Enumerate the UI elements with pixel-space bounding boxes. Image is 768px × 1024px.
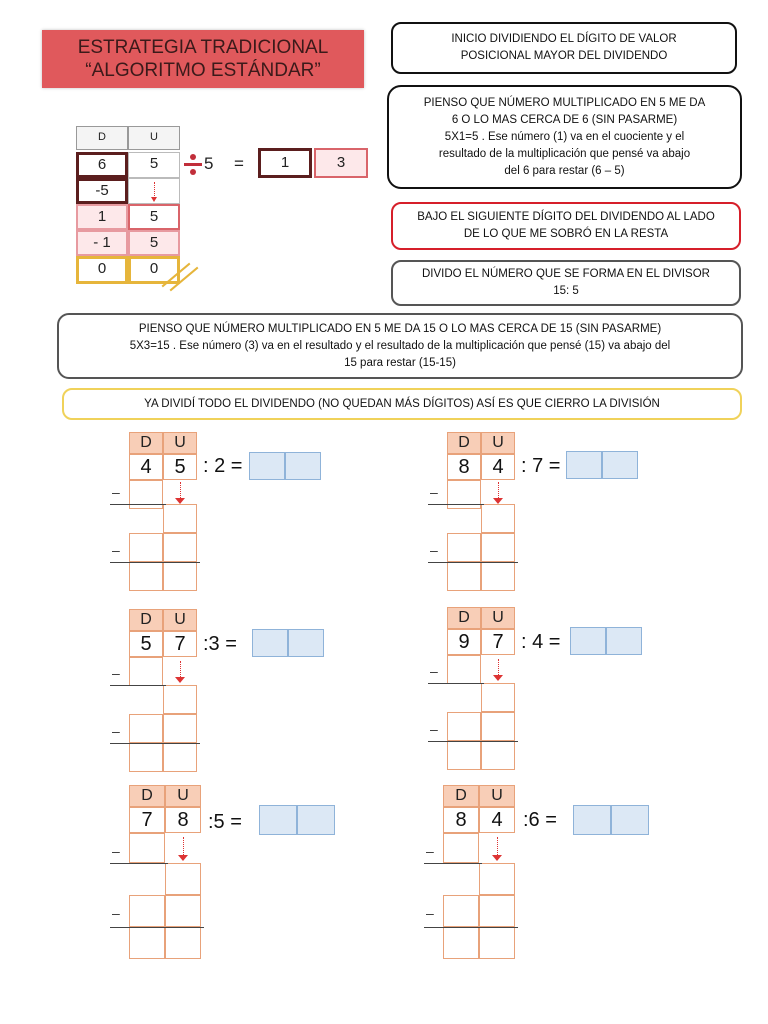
divisor-label: :5 =: [208, 811, 242, 833]
step-2-line: 6 O LO MAS CERCA DE 6 (SIN PASARME): [451, 113, 678, 126]
example-cell: 6: [76, 152, 128, 178]
page-title: [42, 30, 364, 88]
subtraction-line: [110, 743, 200, 744]
divisor-label: : 7 =: [521, 455, 561, 477]
step-5-line: PIENSO QUE NÚMERO MULTIPLICADO EN 5 ME DA 15 O LO MAS CERCA DE 15 (SIN PASARME): [138, 322, 662, 335]
answer-box[interactable]: [573, 805, 611, 835]
work-cell[interactable]: [165, 927, 201, 959]
subtraction-line: [110, 504, 166, 505]
answer-box[interactable]: [611, 805, 649, 835]
header-u: U: [481, 607, 515, 629]
work-cell[interactable]: [165, 895, 201, 927]
step-2-line: resultado de la multiplicación que pensé va abajo: [438, 147, 691, 160]
dividend-digit: 8: [447, 454, 481, 480]
work-cell[interactable]: [447, 712, 481, 741]
step-box-1: [391, 22, 737, 74]
subtraction-line: [428, 741, 518, 742]
header-d: D: [129, 432, 163, 454]
work-cell[interactable]: [443, 927, 479, 959]
minus-sign: –: [112, 723, 120, 739]
minus-sign: –: [426, 905, 434, 921]
example-header-u: U: [128, 126, 180, 150]
work-cell[interactable]: [163, 743, 197, 772]
minus-sign: –: [430, 542, 438, 558]
minus-sign: –: [112, 542, 120, 558]
exercise-2: [428, 432, 658, 602]
header-u: U: [479, 785, 515, 807]
minus-sign: –: [430, 721, 438, 737]
example-divisor: 5: [204, 154, 214, 173]
header-u: U: [163, 609, 197, 631]
work-cell[interactable]: [163, 685, 197, 714]
work-cell[interactable]: [163, 562, 197, 591]
answer-box[interactable]: [602, 451, 638, 479]
subtraction-line: [424, 863, 482, 864]
answer-box[interactable]: [259, 805, 297, 835]
divisor-label: : 2 =: [203, 455, 243, 477]
work-cell[interactable]: [163, 504, 197, 533]
work-cell[interactable]: [481, 504, 515, 533]
header-u: U: [481, 432, 515, 454]
step-4-line: 15: 5: [553, 285, 579, 297]
work-cell[interactable]: [447, 562, 481, 591]
arrow-head-icon: [493, 675, 503, 681]
minus-sign: –: [426, 843, 434, 859]
step-box-3: [391, 202, 741, 250]
minus-sign: –: [112, 484, 120, 500]
arrow-head-icon: [493, 498, 503, 504]
example-cell: 0: [76, 256, 128, 284]
down-arrow-icon: [497, 837, 498, 857]
example-cell: -5: [76, 178, 128, 204]
minus-sign: –: [430, 484, 438, 500]
work-cell[interactable]: [129, 833, 165, 863]
quotient-cell: 1: [258, 148, 312, 178]
step-4-line: DIVIDO EL NÚMERO QUE SE FORMA EN EL DIVISOR: [422, 268, 710, 280]
step-3-line: BAJO EL SIGUIENTE DÍGITO DEL DIVIDENDO AL LADO: [417, 211, 715, 223]
work-cell[interactable]: [129, 533, 163, 562]
exercise-4: [428, 607, 658, 777]
example-cell: - 1: [76, 230, 128, 256]
dividend-digit: 4: [481, 454, 515, 480]
work-cell[interactable]: [443, 895, 479, 927]
step-5-line: 5X3=15 . Ese número (3) va en el resultado y el resultado de la multiplicación que pensé (15) va abajo del: [129, 339, 671, 352]
arrow-head-icon: [178, 855, 188, 861]
work-cell[interactable]: [481, 533, 515, 562]
dividend-digit: 4: [129, 454, 163, 480]
exercise-5: [110, 785, 340, 965]
step-5-line: 15 para restar (15-15): [344, 356, 456, 369]
example-header-d: D: [76, 126, 128, 150]
step-box-5: [57, 313, 743, 379]
dividend-digit: 8: [443, 807, 479, 833]
dividend-digit: 7: [481, 629, 515, 655]
divisor-label: :3 =: [203, 633, 237, 655]
subtraction-line: [110, 562, 200, 563]
example-cell: 5: [128, 152, 180, 178]
work-cell[interactable]: [129, 714, 163, 743]
example-equals: =: [234, 154, 244, 173]
arrow-head-icon: [175, 498, 185, 504]
work-cell[interactable]: [481, 562, 515, 591]
step-1-line: POSICIONAL MAYOR DEL DIVIDENDO: [460, 50, 668, 62]
dividend-digit: 9: [447, 629, 481, 655]
work-cell[interactable]: [479, 927, 515, 959]
header-d: D: [129, 785, 165, 807]
example-cell: 5: [128, 230, 180, 256]
subtraction-line: [110, 927, 204, 928]
quotient-cell: 3: [314, 148, 368, 178]
work-cell[interactable]: [447, 741, 481, 770]
step-2-line: PIENSO QUE NÚMERO MULTIPLICADO EN 5 ME DA: [423, 96, 706, 109]
work-cell[interactable]: [443, 833, 479, 863]
answer-box[interactable]: [288, 629, 324, 657]
work-cell[interactable]: [163, 533, 197, 562]
subtraction-line: [110, 863, 168, 864]
work-cell[interactable]: [129, 895, 165, 927]
divisor-label: :6 =: [523, 809, 557, 831]
work-cell[interactable]: [129, 743, 163, 772]
arrow-head-icon: [151, 197, 157, 202]
subtraction-line: [428, 504, 484, 505]
answer-box[interactable]: [297, 805, 335, 835]
header-d: D: [129, 609, 163, 631]
answer-box[interactable]: [570, 627, 606, 655]
work-cell[interactable]: [129, 657, 163, 686]
step-box-6: [62, 388, 742, 420]
step-box-2: [387, 85, 742, 189]
work-cell[interactable]: [481, 712, 515, 741]
arrow-head-icon: [175, 677, 185, 683]
title-line-1: ESTRATEGIA TRADICIONAL: [77, 37, 329, 58]
header-u: U: [165, 785, 201, 807]
header-d: D: [443, 785, 479, 807]
work-cell[interactable]: [129, 927, 165, 959]
worked-example: [74, 124, 374, 294]
work-cell[interactable]: [479, 895, 515, 927]
subtraction-line: [110, 685, 166, 686]
step-1-line: INICIO DIVIDIENDO EL DÍGITO DE VALOR: [451, 33, 677, 45]
header-u: U: [163, 432, 197, 454]
title-line-2: “ALGORITMO ESTÁNDAR”: [85, 60, 321, 81]
step-box-4: [391, 260, 741, 306]
header-d: D: [447, 432, 481, 454]
work-cell[interactable]: [447, 533, 481, 562]
work-cell[interactable]: [165, 863, 201, 895]
minus-sign: –: [112, 843, 120, 859]
exercise-1: [110, 432, 340, 602]
answer-box[interactable]: [252, 629, 288, 657]
dividend-digit: 7: [163, 631, 197, 657]
header-d: D: [447, 607, 481, 629]
dividend-digit: 8: [165, 807, 201, 833]
example-cell: 0: [128, 256, 180, 284]
answer-box[interactable]: [606, 627, 642, 655]
work-cell[interactable]: [481, 741, 515, 770]
answer-box[interactable]: [249, 452, 285, 480]
division-sign-icon: [184, 154, 202, 176]
step-2-line: 5X1=5 . Ese número (1) va en el cuociente y el: [444, 130, 685, 143]
step-2-line: del 6 para restar (6 – 5): [504, 164, 625, 177]
subtraction-line: [428, 683, 484, 684]
answer-box[interactable]: [285, 452, 321, 480]
work-cell[interactable]: [479, 863, 515, 895]
down-arrow-icon: [154, 182, 155, 198]
down-arrow-icon: [183, 837, 184, 857]
minus-sign: –: [430, 663, 438, 679]
dividend-digit: 7: [129, 807, 165, 833]
minus-sign: –: [112, 665, 120, 681]
arrow-head-icon: [492, 855, 502, 861]
work-cell[interactable]: [163, 714, 197, 743]
exercise-3: [110, 609, 340, 779]
dividend-digit: 5: [163, 454, 197, 480]
minus-sign: –: [112, 905, 120, 921]
divisor-label: : 4 =: [521, 631, 561, 653]
example-cell: 1: [76, 204, 128, 230]
dividend-digit: 5: [129, 631, 163, 657]
answer-box[interactable]: [566, 451, 602, 479]
subtraction-line: [424, 927, 518, 928]
step-3-line: DE LO QUE ME SOBRÓ EN LA RESTA: [463, 228, 669, 240]
example-cell: 5: [128, 204, 180, 230]
step-6-line: YA DIVIDÍ TODO EL DIVIDENDO (NO QUEDAN MÁS DÍGITOS) ASÍ ES QUE CIERRO LA DIVISIÓN: [144, 397, 660, 410]
subtraction-line: [428, 562, 518, 563]
work-cell[interactable]: [481, 683, 515, 712]
exercise-6: [424, 785, 654, 965]
work-cell[interactable]: [129, 562, 163, 591]
dividend-digit: 4: [479, 807, 515, 833]
work-cell[interactable]: [447, 655, 481, 684]
